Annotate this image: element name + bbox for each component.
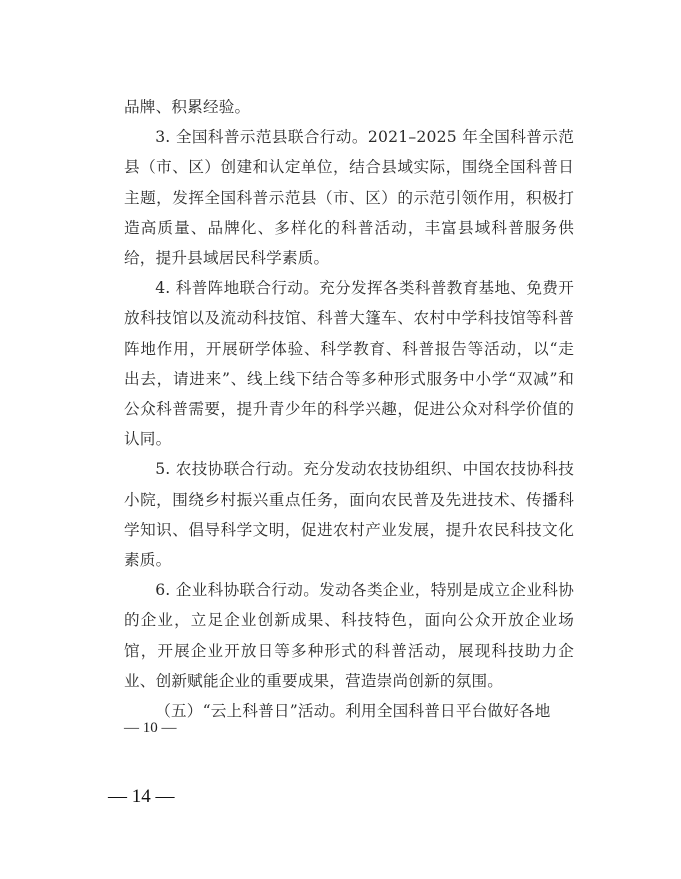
paragraph-item-4: 4. 科普阵地联合行动。充分发挥各类科普教育基地、免费开放科技馆以及流动科技馆、科普大篷车、农村中学科技馆等科普阵地作用，开展研学体验、科学教育、科普报告等活动，以“走出去，请进来”、线上线下结合等多种形式服务中小学“双减”和公众科普需要，提升青少年的科学兴趣，促进公众对科学价值的认同。 — [124, 279, 574, 449]
paragraph-item-5: 5. 农技协联合行动。充分发动农技协组织、中国农技协科技小院，围绕乡村振兴重点任务，面向农民普及先进技术、传播科学知识、倡导科学文明，促进农村产业发展，提升农民科技文化素质。 — [124, 460, 574, 570]
paragraph-section-5: （五）“云上科普日”活动。利用全国科普日平台做好各地 — [155, 702, 551, 721]
document-body — [124, 92, 574, 726]
paragraph-item-3: 3. 全国科普示范县联合行动。2021–2025 年全国科普示范县（市、区）创建和认定单位，结合县域实际，围绕全国科普日主题，发挥全国科普示范县（市、区）的示范引领作用，积极打造高质量、品牌化、多样化的科普活动，丰富县域科普服务供给，提升县域居民科学素质。 — [124, 128, 574, 268]
paragraph-item-6: 6. 企业科协联合行动。发动各类企业，特别是成立企业科协的企业，立足企业创新成果、科技特色，面向公众开放企业场馆，开展企业开放日等多种形式的科普活动，展现科技助力企业、创新赋能企业的重要成果，营造崇尚创新的氛围。 — [124, 581, 574, 690]
paragraph-continuation: 品牌、积累经验。 — [124, 98, 251, 116]
outer-page-number: — 14 — — [108, 786, 175, 807]
inner-page-number: — 10 — — [124, 720, 177, 736]
